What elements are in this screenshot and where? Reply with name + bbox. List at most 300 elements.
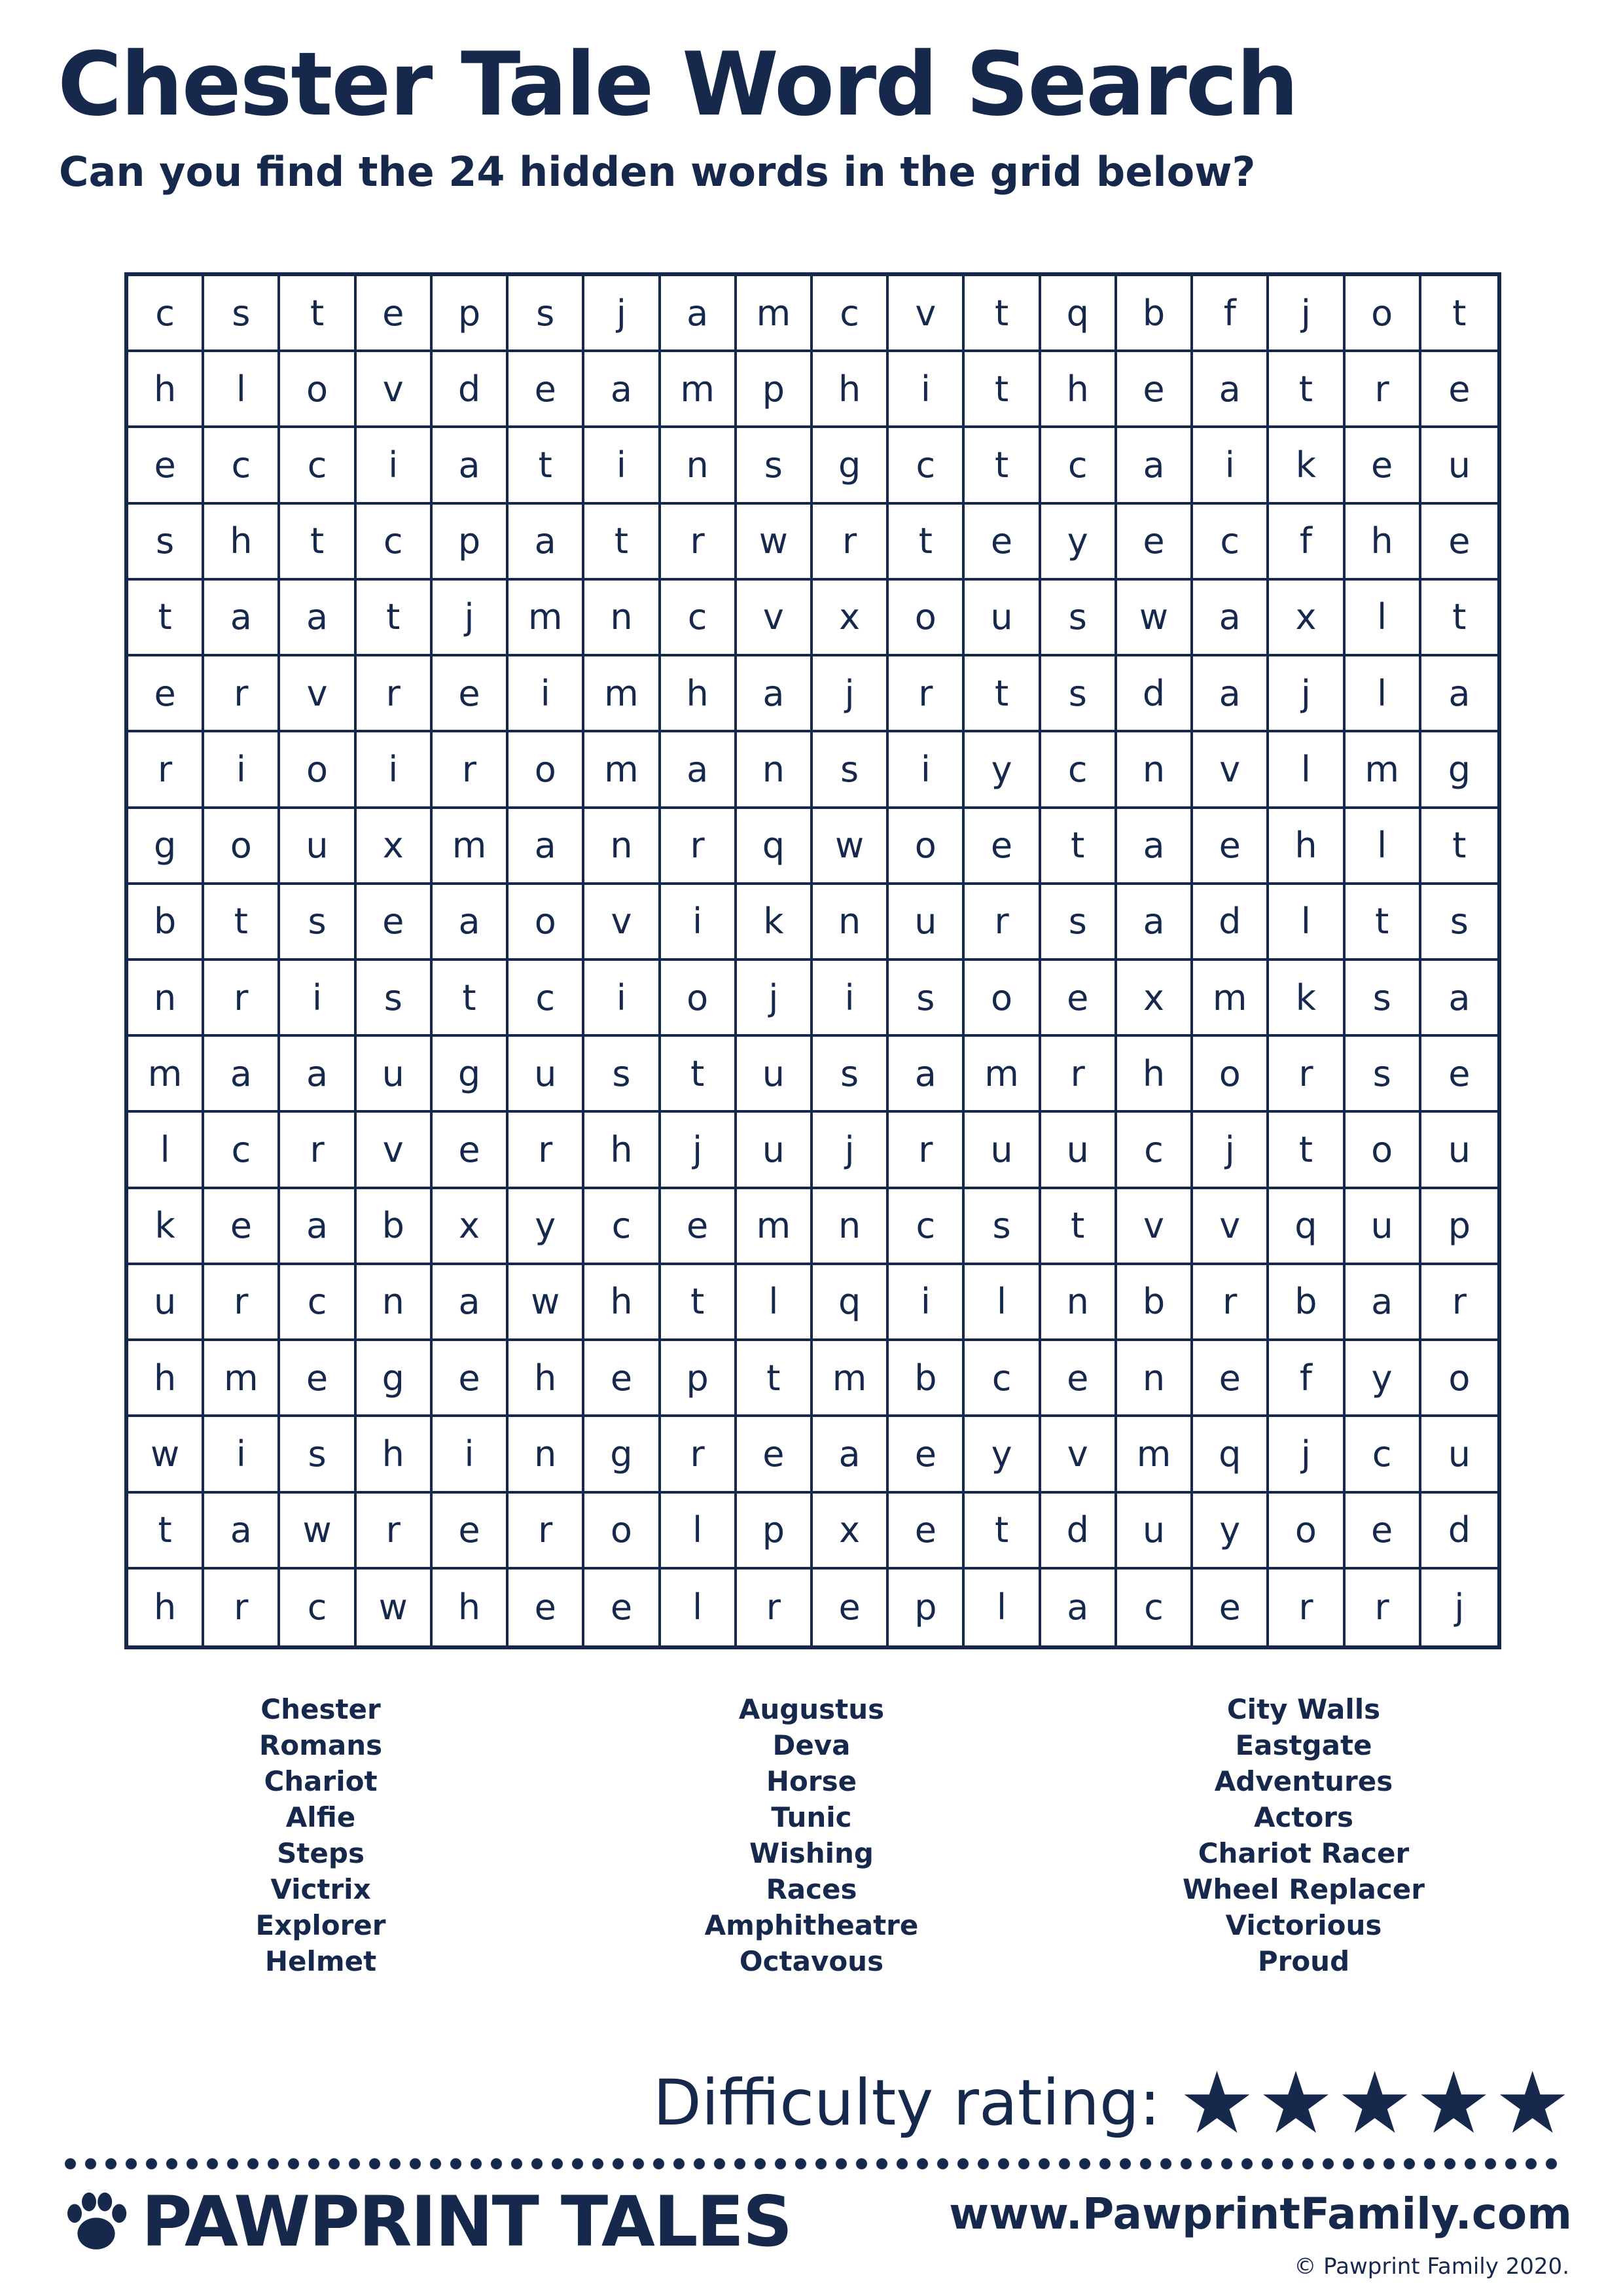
grid-cell: e [128,428,204,504]
grid-cell: s [357,961,433,1037]
word-list-item: Victrix [270,1873,371,1905]
grid-cell: k [128,1189,204,1265]
grid-cell: t [357,581,433,656]
grid-cell: r [1269,1037,1345,1113]
grid-cell: e [813,1570,889,1645]
grid-cell: e [433,1494,508,1570]
grid-cell: l [965,1570,1041,1645]
grid-cell: n [584,809,660,885]
grid-cell: s [1041,656,1117,732]
grid-cell: t [965,428,1041,504]
grid-cell: t [661,1265,737,1341]
grid-cell: c [965,1341,1041,1417]
grid-cell: i [280,961,356,1037]
grid-cell: m [584,732,660,808]
website-url: www.PawprintFamily.com [949,2189,1572,2239]
grid-cell: r [1041,1037,1117,1113]
grid-cell: y [1193,1494,1269,1570]
grid-cell: s [737,428,813,504]
grid-cell: t [1041,809,1117,885]
grid-cell: a [508,809,584,885]
grid-cell: d [1193,885,1269,961]
grid-cell: o [1269,1494,1345,1570]
grid-cell: c [661,581,737,656]
grid-cell: h [661,656,737,732]
grid-cell: e [661,1189,737,1265]
grid-cell: q [1193,1417,1269,1493]
grid-cell: a [280,1037,356,1113]
word-list-item: Victorious [1225,1909,1382,1941]
grid-cell: h [1117,1037,1193,1113]
grid-cell: h [433,1570,508,1645]
grid-cell: i [813,961,889,1037]
grid-cell: u [889,885,965,961]
grid-cell: g [128,809,204,885]
grid-cell: s [280,1417,356,1493]
grid-cell: p [1421,1189,1497,1265]
grid-cell: r [508,1494,584,1570]
grid-cell: u [508,1037,584,1113]
grid-cell: o [584,1494,660,1570]
grid-cell: r [889,656,965,732]
word-list-item: Tunic [771,1801,852,1833]
grid-cell: s [1421,885,1497,961]
grid-cell: o [204,809,280,885]
grid-cell: j [1269,276,1345,352]
grid-cell: i [584,428,660,504]
grid-cell: e [965,809,1041,885]
grid-cell: r [508,1113,584,1189]
grid-cell: p [433,276,508,352]
grid-cell: a [813,1417,889,1493]
grid-cell: w [280,1494,356,1570]
grid-cell: r [1346,352,1421,428]
grid-cell: t [965,276,1041,352]
grid-cell: r [204,1265,280,1341]
grid-cell: v [1193,1189,1269,1265]
grid-cell: h [204,505,280,581]
grid-cell: t [508,428,584,504]
grid-cell: e [1041,1341,1117,1417]
grid-cell: c [508,961,584,1037]
grid-cell: t [280,276,356,352]
grid-cell: r [1346,1570,1421,1645]
grid-cell: c [280,1265,356,1341]
grid-cell: r [204,961,280,1037]
grid-cell: y [965,1417,1041,1493]
grid-cell: h [584,1113,660,1189]
grid-cell: t [1346,885,1421,961]
grid-cell: a [1421,961,1497,1037]
grid-cell: w [357,1570,433,1645]
grid-cell: m [128,1037,204,1113]
grid-cell: g [433,1037,508,1113]
grid-cell: u [737,1113,813,1189]
grid-cell: m [965,1037,1041,1113]
page-title: Chester Tale Word Search [58,33,1298,135]
grid-cell: e [584,1341,660,1417]
grid-cell: h [357,1417,433,1493]
grid-cell: s [1041,885,1117,961]
grid-cell: f [1193,276,1269,352]
word-list-item: Actors [1253,1801,1354,1833]
grid-cell: y [508,1189,584,1265]
grid-cell: e [357,276,433,352]
word-list-item: Amphitheatre [704,1909,919,1941]
grid-cell: s [889,961,965,1037]
grid-cell: r [357,1494,433,1570]
grid-cell: a [1117,809,1193,885]
grid-cell: a [1193,581,1269,656]
grid-cell: n [813,1189,889,1265]
grid-cell: a [1117,428,1193,504]
grid-cell: p [889,1570,965,1645]
grid-cell: a [204,1494,280,1570]
grid-cell: i [661,885,737,961]
difficulty-rating [652,2053,1571,2153]
grid-cell: n [1117,732,1193,808]
grid-cell: e [433,1113,508,1189]
grid-cell: r [1421,1265,1497,1341]
grid-cell: x [433,1189,508,1265]
grid-cell: r [1193,1265,1269,1341]
grid-cell: x [1269,581,1345,656]
grid-cell: s [280,885,356,961]
grid-cell: r [965,885,1041,961]
grid-cell: l [737,1265,813,1341]
grid-cell: i [204,732,280,808]
grid-cell: e [280,1341,356,1417]
grid-cell: a [1041,1570,1117,1645]
grid-cell: e [889,1494,965,1570]
word-list-column-3 [1120,1691,1487,1979]
grid-cell: e [965,505,1041,581]
grid-cell: w [737,505,813,581]
grid-cell: o [280,352,356,428]
grid-cell: h [813,352,889,428]
grid-cell: m [1193,961,1269,1037]
grid-cell: e [1421,505,1497,581]
grid-cell: e [1193,809,1269,885]
word-list-item: Explorer [255,1909,386,1941]
grid-cell: n [1041,1265,1117,1341]
grid-cell: e [204,1189,280,1265]
letter-grid [124,272,1501,1649]
grid-cell: b [128,885,204,961]
grid-cell: o [508,732,584,808]
grid-cell: a [1193,656,1269,732]
brand-logo [60,2181,792,2262]
grid-cell: s [1346,1037,1421,1113]
grid-cell: e [128,656,204,732]
grid-cell: h [508,1341,584,1417]
grid-cell: s [204,276,280,352]
grid-cell: t [965,656,1041,732]
grid-cell: r [204,1570,280,1645]
grid-cell: v [1193,732,1269,808]
grid-cell: x [813,1494,889,1570]
word-list-item: Chariot Racer [1198,1837,1410,1869]
grid-cell: b [1117,276,1193,352]
grid-cell: o [889,581,965,656]
grid-cell: i [433,1417,508,1493]
grid-cell: j [1454,1587,1465,1628]
grid-cell: d [1117,656,1193,732]
grid-cell: q [813,1265,889,1341]
grid-cell: m [737,1189,813,1265]
grid-cell: c [204,1113,280,1189]
grid-cell: c [1041,428,1117,504]
grid-cell: k [1269,961,1345,1037]
grid-cell: s [1346,961,1421,1037]
grid-cell: a [737,656,813,732]
grid-cell: u [1041,1113,1117,1189]
grid-cell: p [433,505,508,581]
grid-cell: i [889,732,965,808]
grid-cell: s [813,732,889,808]
grid-cell: e [357,885,433,961]
grid-cell: y [965,732,1041,808]
grid-cell: t [280,505,356,581]
grid-cell: d [433,352,508,428]
grid-cell: v [280,656,356,732]
grid-cell: g [584,1417,660,1493]
grid-cell: c [1193,505,1269,581]
grid-cell: i [889,352,965,428]
grid-cell: q [1269,1189,1345,1265]
word-list-item: Octavous [739,1945,884,1977]
difficulty-stars [1176,2053,1571,2153]
grid-cell: m [737,276,813,352]
word-list-item: Proud [1257,1945,1350,1977]
grid-cell: e [1193,1570,1269,1645]
word-list-item: Races [766,1873,857,1905]
grid-cell: t [204,885,280,961]
word-list-item: Steps [277,1837,365,1869]
grid-cell: n [128,961,204,1037]
word-list-column-2 [628,1691,995,1979]
grid-cell: l [1346,809,1421,885]
star-icon: ★ [1257,2053,1334,2153]
grid-cell: t [1421,581,1497,656]
grid-cell: c [889,428,965,504]
paw-icon [60,2186,132,2258]
grid-cell: q [737,809,813,885]
grid-cell: j [813,1113,889,1189]
grid-cell: j [813,656,889,732]
grid-cell: o [1346,1113,1421,1189]
grid-cell: a [508,505,584,581]
difficulty-label: Difficulty rating: [652,2066,1161,2140]
grid-cell: r [889,1113,965,1189]
grid-cell: p [661,1341,737,1417]
grid-cell: y [1346,1341,1421,1417]
grid-cell: t [1041,1189,1117,1265]
grid-cell: t [1421,809,1497,885]
word-list-item: Wheel Replacer [1183,1873,1425,1905]
grid-cell: w [813,809,889,885]
grid-cell: c [813,276,889,352]
grid-cell: h [1346,505,1421,581]
grid-cell: w [1117,581,1193,656]
word-list-item: Helmet [264,1945,377,1977]
grid-cell: r [433,732,508,808]
grid-cell: s [1041,581,1117,656]
grid-cell: u [965,581,1041,656]
grid-cell: m [204,1341,280,1417]
grid-cell: s [965,1189,1041,1265]
grid-cell: n [357,1265,433,1341]
grid-cell: l [1346,581,1421,656]
word-list-column-1 [137,1691,504,1979]
grid-cell: a [1193,352,1269,428]
grid-cell: d [1041,1494,1117,1570]
grid-cell: i [584,961,660,1037]
grid-cell: h [1269,809,1345,885]
brand-logo-text: PAWPRINT TALES [141,2181,792,2262]
grid-cell: e [1346,428,1421,504]
grid-cell: c [280,428,356,504]
grid-cell: b [1117,1265,1193,1341]
grid-cell: n [661,428,737,504]
grid-cell: h [128,352,204,428]
grid-cell: u [1117,1494,1193,1570]
word-list-item: Deva [772,1729,851,1761]
grid-cell: j [584,276,660,352]
word-list-item: Chariot [264,1765,378,1797]
star-icon: ★ [1494,2053,1571,2153]
grid-cell: a [433,1265,508,1341]
grid-cell: c [1117,1570,1193,1645]
grid-cell: a [584,352,660,428]
grid-cell: s [584,1037,660,1113]
grid-cell: o [280,732,356,808]
grid-cell: u [1421,1113,1497,1189]
grid-cell: p [737,1494,813,1570]
grid-cell: e [1117,352,1193,428]
grid-cell: e [508,352,584,428]
grid-cell: s [813,1037,889,1113]
grid-cell: x [813,581,889,656]
star-icon: ★ [1179,2053,1255,2153]
word-list-item: Romans [259,1729,383,1761]
grid-cell: c [357,505,433,581]
grid-cell: o [1193,1037,1269,1113]
grid-cell: r [1269,1570,1345,1645]
grid-cell: a [433,428,508,504]
grid-cell: n [813,885,889,961]
grid-cell: s [128,505,204,581]
grid-cell: q [1041,276,1117,352]
grid-cell: j [661,1113,737,1189]
grid-cell: r [813,505,889,581]
grid-cell: e [1117,505,1193,581]
grid-cell: i [357,732,433,808]
grid-cell: n [1117,1341,1193,1417]
grid-cell: t [661,1037,737,1113]
grid-cell: p [737,352,813,428]
grid-cell: k [1269,428,1345,504]
grid-cell: o [1346,276,1421,352]
grid-cell: n [737,732,813,808]
grid-cell: e [433,1341,508,1417]
grid-cell: c [128,276,204,352]
grid-cell: i [889,1265,965,1341]
grid-cell: w [508,1265,584,1341]
grid-cell: v [357,352,433,428]
grid-cell: t [737,1341,813,1417]
grid-cell: h [1041,352,1117,428]
grid-cell: f [1269,505,1345,581]
grid-cell: r [128,732,204,808]
grid-cell: r [280,1113,356,1189]
grid-cell: l [128,1113,204,1189]
grid-cell: a [661,276,737,352]
grid-cell: t [433,961,508,1037]
grid-cell: c [1346,1417,1421,1493]
grid-cell: u [1421,1417,1497,1493]
grid-cell: i [508,656,584,732]
grid-cell: h [128,1570,204,1645]
grid-cell: o [965,961,1041,1037]
grid-cell: u [1421,428,1497,504]
grid-cell: r [737,1570,813,1645]
grid-cell: i [204,1417,280,1493]
grid-cell: j [433,581,508,656]
grid-cell: a [1346,1265,1421,1341]
word-list-item: Alfie [285,1801,356,1833]
grid-cell: t [965,352,1041,428]
grid-cell: l [661,1494,737,1570]
grid-cell: u [737,1037,813,1113]
grid-cell: m [813,1341,889,1417]
page-subtitle: Can you find the 24 hidden words in the grid below? [59,148,1256,196]
grid-cell: v [737,581,813,656]
grid-cell: o [661,961,737,1037]
grid-cell: r [661,1417,737,1493]
grid-cell: u [128,1265,204,1341]
grid-cell: t [584,505,660,581]
grid-cell: m [508,581,584,656]
grid-cell: b [1269,1265,1345,1341]
grid-cell: t [1269,352,1345,428]
grid-cell: t [1421,276,1497,352]
grid-cell: e [1193,1341,1269,1417]
grid-cell: o [508,885,584,961]
grid-cell: m [661,352,737,428]
grid-cell: r [204,656,280,732]
grid-cell: v [1117,1189,1193,1265]
grid-cell: t [965,1494,1041,1570]
grid-cell: e [433,656,508,732]
grid-cell: a [204,1037,280,1113]
grid-cell: a [280,1189,356,1265]
dotted-divider [60,2157,1565,2170]
grid-cell: i [1193,428,1269,504]
grid-cell: m [433,809,508,885]
grid-cell: v [584,885,660,961]
grid-cell: o [1421,1341,1497,1417]
grid-cell: u [280,809,356,885]
grid-cell: n [508,1417,584,1493]
grid-cell: u [965,1113,1041,1189]
grid-cell: a [433,885,508,961]
grid-cell: e [508,1570,584,1645]
grid-cell: e [1421,352,1497,428]
grid-cell: j [737,961,813,1037]
grid-cell: c [889,1189,965,1265]
grid-cell: r [357,656,433,732]
